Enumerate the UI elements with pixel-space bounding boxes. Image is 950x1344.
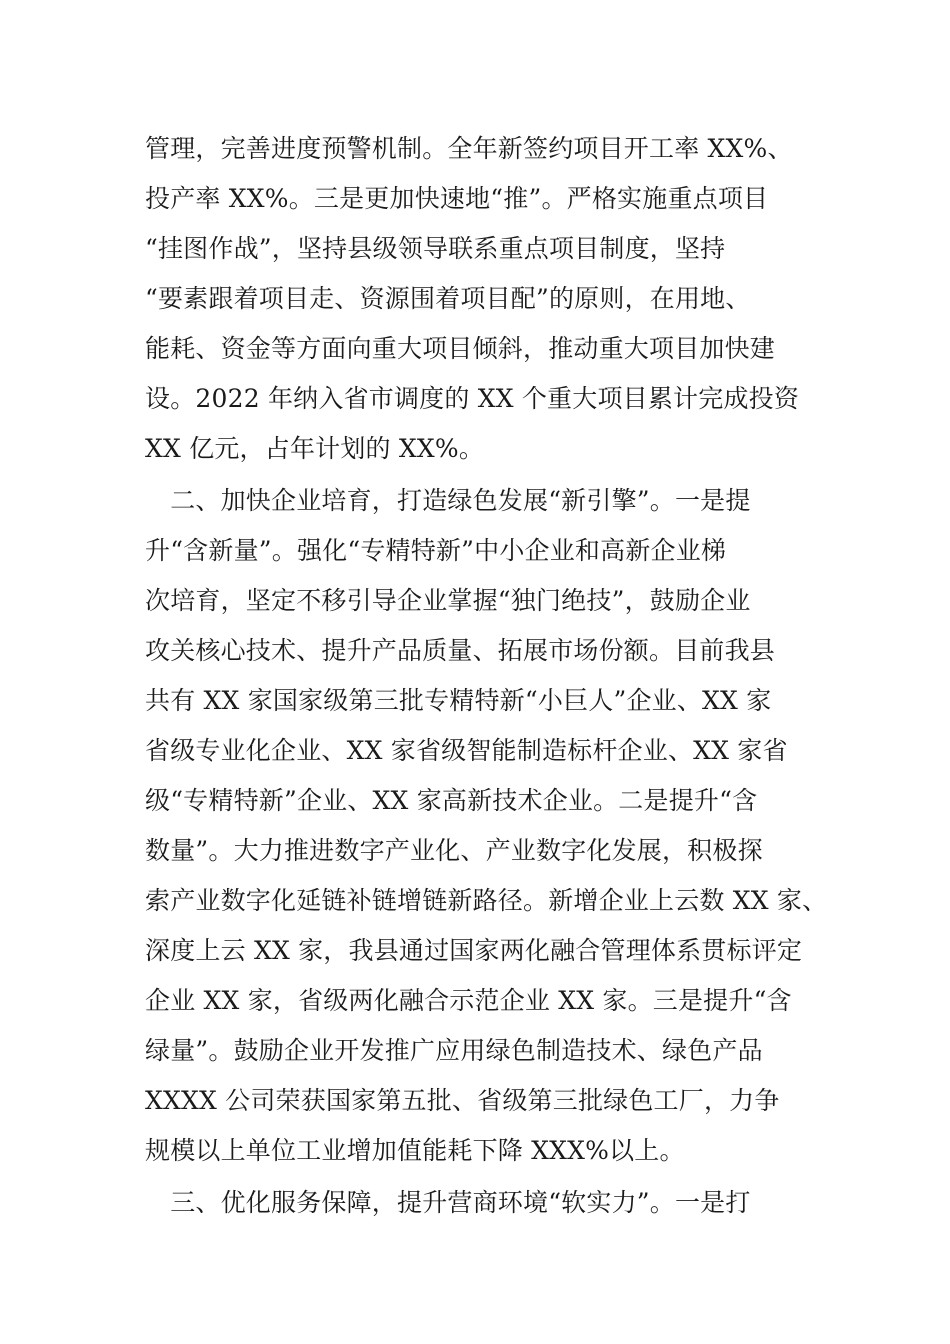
text-line: 次培育，坚定不移引导企业掌握“独门绝技”，鼓励企业 [145, 586, 751, 615]
text-line: XXXX 公司荣获国家第五批、省级第三批绿色工厂，力争 [145, 1086, 780, 1115]
text-line: 升“含新量”。强化“专精特新”中小企业和高新企业梯 [145, 536, 727, 565]
paragraph-enterprise-cultivation [145, 476, 828, 1176]
text-line: “挂图作战”，坚持县级领导联系重点项目制度，坚持 [145, 234, 726, 263]
text-line: XX 亿元，占年计划的 XX%。 [145, 434, 485, 463]
text-line: 绿量”。鼓励企业开发推广应用绿色制造技术、绿色产品 [145, 1036, 763, 1065]
text-line: 规模以上单位工业增加值能耗下降 XXX%以上。 [145, 1136, 685, 1165]
text-line: 数量”。大力推进数字产业化、产业数字化发展，积极探 [145, 836, 763, 865]
text-line: “要素跟着项目走、资源围着项目配”的原则，在用地、 [145, 284, 751, 313]
text-line: 共有 XX 家国家级第三批专精特新“小巨人”企业、XX 家 [145, 686, 772, 715]
text-line: 设。2022 年纳入省市调度的 XX 个重大项目累计完成投资 [145, 384, 800, 413]
text-line: 索产业数字化延链补链增链新路径。新增企业上云数 XX 家、 [145, 886, 828, 915]
document-body [145, 124, 828, 1228]
text-line: 级“专精特新”企业、XX 家高新技术企业。二是提升“含 [145, 786, 758, 815]
text-line: 深度上云 XX 家，我县通过国家两化融合管理体系贯标评定 [145, 936, 803, 965]
paragraph-projects [145, 124, 825, 474]
text-line: 能耗、资金等方面向重大项目倾斜，推动重大项目加快建 [145, 334, 776, 363]
text-line: 二、加快企业培育，打造绿色发展“新引擎”。一是提 [145, 486, 751, 515]
paragraph-service-guarantee [145, 1178, 825, 1228]
text-line: 企业 XX 家，省级两化融合示范企业 XX 家。三是提升“含 [145, 986, 792, 1015]
text-line: 投产率 XX%。三是更加快速地“推”。严格实施重点项目 [145, 184, 769, 213]
text-line: 三、优化服务保障，提升营商环境“软实力”。一是打 [145, 1188, 751, 1217]
text-line: 攻关核心技术、提升产品质量、拓展市场份额。目前我县 [145, 636, 776, 665]
text-line: 管理，完善进度预警机制。全年新签约项目开工率 XX%、 [145, 134, 793, 163]
text-line: 省级专业化企业、XX 家省级智能制造标杆企业、XX 家省 [145, 736, 788, 765]
